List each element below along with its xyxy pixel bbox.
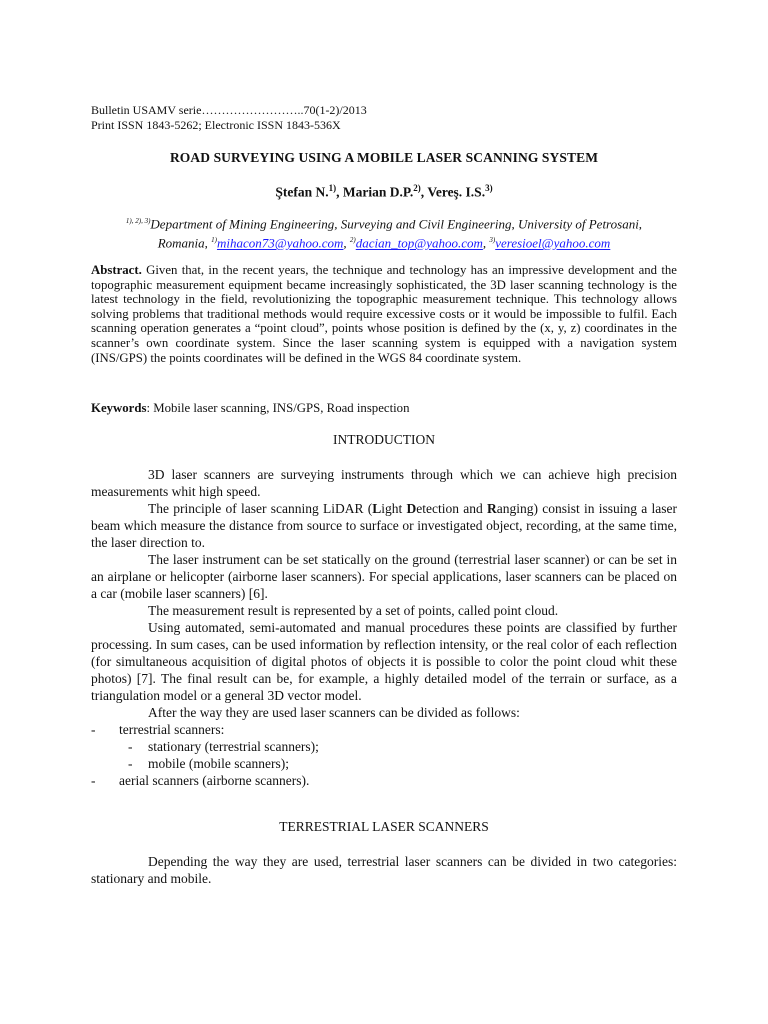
text-run: ight [381,501,407,516]
abstract-label: Abstract. [91,263,142,277]
affiliation-department: Department of Mining Engineering, Surveying and Civil Engineering, University of Petrosani, [150,216,643,232]
list-item-text: aerial scanners (airborne scanners). [119,773,310,788]
author-affiliation-mark: 2) [413,183,421,193]
abstract-text: Given that, in the recent years, the technique and technology has an impressive development and the topographic measurement equipment became increasingly sophisticated, the 3D laser scanning technology is the latest technology in the field, revolutionizing the topographic measurement technique. This technology allows solving problems that traditional methods would require excessive costs or it would be impossible to fulfil. Each scanning operation generates a “point cloud”, points whose position is defined by the (x, y, z) coordinates in the scanner’s own coordinate system. Since the laser scanning system is equipped with a navigation system (INS/GPS) the points coordinates will be defined in the WGS 84 coordinate system. [91,263,677,365]
author-name: Ştefan N. [275,184,329,200]
email-mark: 3) [489,236,496,245]
dash-bullet: - [91,773,96,788]
affiliation-marks: 1), 2), 3) [125,217,151,225]
issn-line: Print ISSN 1843-5262; Electronic ISSN 1843-536X [91,118,341,132]
affiliation-line [0,213,768,232]
text-run-bold: L [372,501,382,516]
dash-bullet: - [128,739,133,754]
email-link[interactable]: dacian_top@yahoo.com [355,235,483,251]
keywords-label: Keywords [91,401,147,415]
email-separator: , [482,235,490,251]
list-item [91,772,677,789]
journal-series-line: Bulletin USAMV serie……………………..70(1-2)/2013 [91,103,367,117]
list-item [91,755,677,772]
list-item [91,721,677,738]
author-name: Vereş. I.S. [427,184,486,200]
dash-bullet: - [91,722,96,737]
affiliation-country: Romania, [157,235,212,251]
email-link[interactable]: veresioel@yahoo.com [495,235,611,251]
author-separator: , [336,184,343,200]
list-item-text: terrestrial scanners: [119,722,225,737]
email-separator: , [343,235,350,251]
author-affiliation-mark: 3) [485,183,493,193]
email-link[interactable]: mihacon73@yahoo.com [216,235,344,251]
author-affiliation-mark: 1) [328,183,337,193]
affiliation-emails-line [0,232,768,251]
affiliation-block [0,213,768,252]
paper-title: ROAD SURVEYING USING A MOBILE LASER SCANNING SYSTEM [169,150,599,165]
section-heading-introduction: INTRODUCTION [333,432,435,447]
list-item [91,738,677,755]
text-run: anging) consist in issuing a laser beam which measure the distance from source to surface or investigated object, recording, at the same time, the laser direction to. [91,501,677,550]
paragraph: After the way they are used laser scanners can be divided as follows: [148,705,520,720]
paragraph: Using automated, semi-automated and manual procedures these points are classified by further processing. In sum cases, can be used information by reflection intensity, or the real color of each reflection (for simultaneous acquisition of digital photos of objects it is possible to color the point cloud whit these photos) [7]. The final result can be, for example, a highly detailed model of the terrain or surface, as a triangulation model or a general 3D vector model. [91,620,677,703]
paragraph: 3D laser scanners are surveying instruments through which we can achieve high precision measurements whit high speed. [91,467,677,499]
introduction-body [91,466,677,789]
journal-header [91,103,367,133]
text-run-bold: R [486,501,497,516]
paragraph-lidar [91,500,677,551]
author-list [0,183,768,201]
author-separator: , [420,184,428,200]
dash-bullet: - [128,756,133,771]
list-item-text: stationary (terrestrial scanners); [148,739,319,754]
text-run: The principle of laser scanning LiDAR ( [148,501,373,516]
list-item-text: mobile (mobile scanners); [148,756,289,771]
paragraph: The measurement result is represented by a set of points, called point cloud. [148,603,559,618]
author-name: Marian D.P. [342,184,414,200]
paragraph: The laser instrument can be set statically on the ground (terrestrial laser scanner) or can be set in an airplane or helicopter (airborne laser scanners). For special applications, laser scanners can be placed on a car (mobile laser scanners) [6]. [91,552,677,601]
keywords-text: : Mobile laser scanning, INS/GPS, Road inspection [146,401,410,415]
abstract [91,263,677,365]
section-heading-terrestrial: TERRESTRIAL LASER SCANNERS [279,819,489,834]
email-mark: 2) [349,236,356,245]
scanner-type-list [91,721,677,789]
paragraph: Depending the way they are used, terrestrial laser scanners can be divided in two categories: stationary and mobile. [91,854,677,886]
text-run-bold: D [406,501,417,516]
email-mark: 1) [211,236,217,245]
keywords [91,401,409,416]
text-run: etection and [416,501,487,516]
terrestrial-body [91,853,677,887]
